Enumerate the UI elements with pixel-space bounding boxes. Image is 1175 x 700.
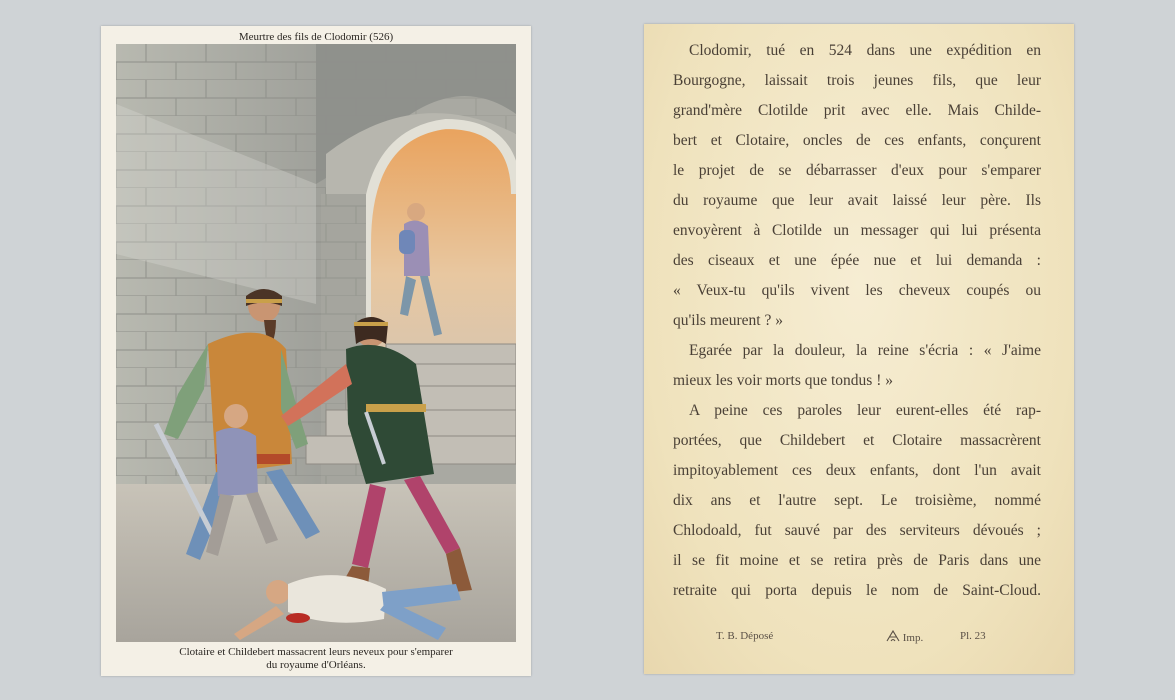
text-line: bert et Clotaire, oncles de ces enfants, conçurent [673, 132, 1041, 149]
text-line: dix ans et l'autre sept. Le troisième, nommé [673, 492, 1041, 509]
text-line: le projet de se débarrasser d'eux pour s'emparer [673, 162, 1041, 179]
illustration-image [116, 44, 516, 642]
footer-depose: T. B. Déposé [716, 630, 774, 642]
text-line: impitoyablement ces deux enfants, dont l'un avait [673, 462, 1041, 479]
printer-monogram-icon [886, 630, 900, 642]
text-line: grand'mère Clotilde prit avec elle. Mais Childe- [673, 102, 1041, 119]
text-line: portées, que Childebert et Clotaire massacrèrent [673, 432, 1041, 449]
text-line: Bourgogne, laissait trois jeunes fils, que leur [673, 72, 1041, 89]
caption-line-1: Clotaire et Childebert massacrent leurs neveux pour s'emparer [179, 646, 453, 658]
footer-printer [886, 630, 923, 644]
text-line: « Veux-tu qu'ils vivent les cheveux coupés ou [673, 282, 1041, 299]
front-card [101, 26, 531, 676]
front-title: Meurtre des fils de Clodomir (526) [238, 31, 394, 43]
back-card [644, 24, 1074, 674]
text-line: qu'ils meurent ? » [673, 312, 783, 329]
text-line: Chlodoald, fut sauvé par des serviteurs dévoués ; [673, 522, 1041, 539]
footer-plate: Pl. 23 [960, 630, 986, 642]
text-line: A peine ces paroles leur eurent-elles été rap- [689, 402, 1041, 419]
footer-imp: Imp. [902, 632, 924, 644]
illustration-svg [116, 44, 516, 642]
back-text [673, 36, 1041, 606]
text-line: envoyèrent à Clotilde un messager qui lui présenta [673, 222, 1041, 239]
text-line: du royaume que leur avait laissé leur père. Ils [673, 192, 1041, 209]
text-line: des ciseaux et une épée nue et lui demanda : [673, 252, 1041, 269]
text-line: il se fit moine et se retira près de Paris dans une [673, 552, 1041, 569]
text-line: mieux les voir morts que tondus ! » [673, 372, 893, 389]
front-caption [101, 646, 531, 672]
text-line: retraite qui porta depuis le nom de Saint-Cloud. [673, 582, 1041, 599]
caption-line-2: du royaume d'Orléans. [266, 659, 366, 671]
text-line: Egarée par la douleur, la reine s'écria : « J'aime [689, 342, 1041, 359]
text-line: Clodomir, tué en 524 dans une expédition en [689, 42, 1041, 59]
